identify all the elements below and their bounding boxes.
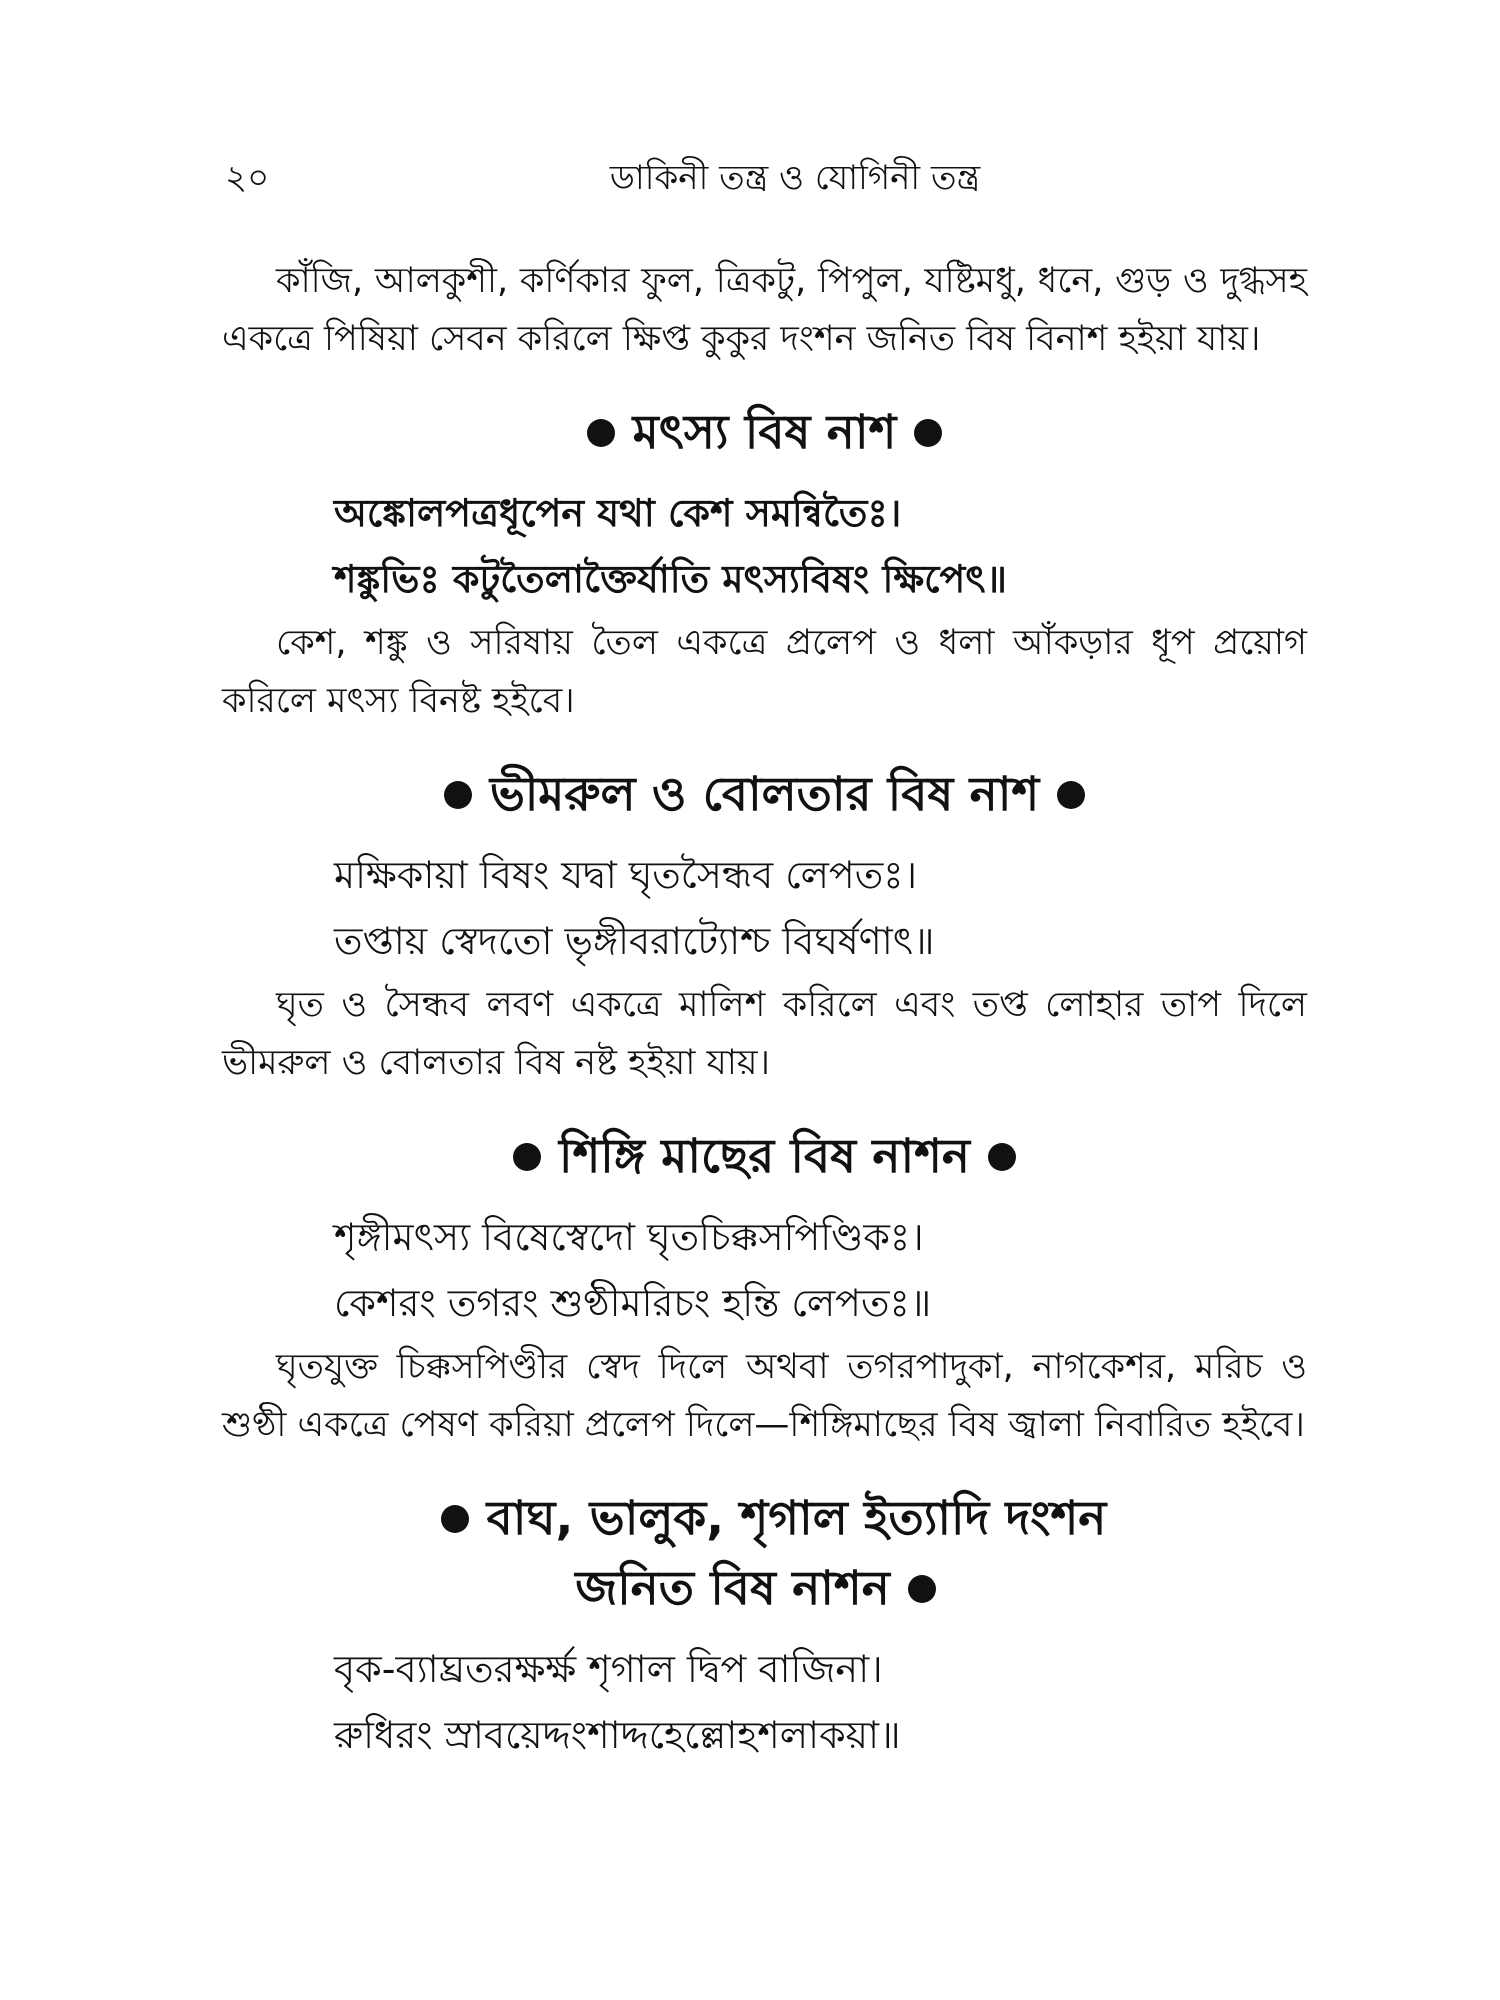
section-heading-fish-poison (222, 398, 1307, 468)
bullet-icon (444, 781, 472, 809)
explanation-paragraph: ঘৃতযুক্ত চিক্কসপিণ্ডীর স্বেদ দিলে অথবা তগরপাদুকা, নাগকেশর, মরিচ ও শুণ্ঠী একত্রে পেষণ করিয়া প্রলেপ দিলে—শিঙ্গিমাছের বিষ জ্বালা নিবারিত হইবে। (222, 1347, 1307, 1445)
page-content (222, 252, 1307, 1770)
verse-block (222, 480, 1307, 612)
verse-block (222, 1636, 1307, 1768)
section-title: মৎস্য বিষ নাশ (632, 405, 897, 460)
verse-line: মক্ষিকায়া বিষং যদ্বা ঘৃতসৈন্ধব লেপতঃ। (334, 853, 918, 897)
verse-line: শৃঙ্গীমৎস্য বিষেস্বেদো ঘৃতচিক্কসপিণ্ডিকঃ। (334, 1215, 924, 1259)
section-title: শিঙ্গি মাছের বিষ নাশন (559, 1129, 970, 1184)
verse-line: অঙ্কোলপত্রধূপেন যথা কেশ সমন্বিতৈঃ। (334, 491, 902, 535)
section-title-line-2: জনিত বিষ নাশন (575, 1561, 890, 1616)
bullet-icon (441, 1505, 469, 1533)
verse-line: শঙ্কুভিঃ কটুতৈলাক্তৈর্যাতি মৎস্যবিষং ক্ষিপেৎ॥ (334, 557, 1008, 601)
verse-block (222, 842, 1307, 974)
section-heading-singi-fish-poison (222, 1122, 1307, 1192)
intro-paragraph: কাঁজি, আলকুশী, কর্ণিকার ফুল, ত্রিকটু, পিপুল, যষ্টিমধু, ধনে, গুড় ও দুগ্ধসহ একত্রে পিষিয়া সেবন করিলে ক্ষিপ্ত কুকুর দংশন জনিত বিষ বিনাশ হইয়া যায়। (222, 261, 1307, 359)
verse-line: রুধিরং স্রাবয়েদ্দংশাদ্দহেল্লোহশলাকয়া॥ (334, 1713, 901, 1757)
verse-line: কেশরং তগরং শুণ্ঠীমরিচং হন্তি লেপতঃ॥ (334, 1281, 932, 1325)
running-title: ডাকিনী তন্ত্র ও যোগিনী তন্ত্র (609, 158, 981, 198)
explanation-paragraph: ঘৃত ও সৈন্ধব লবণ একত্রে মালিশ করিলে এবং তপ্ত লোহার তাপ দিলে ভীমরুল ও বোলতার বিষ নষ্ট হইয়া যায়। (222, 985, 1307, 1083)
section-title-line-1: বাঘ, ভালুক, শৃগাল ইত্যাদি দংশন (486, 1491, 1107, 1546)
bullet-icon (587, 419, 615, 447)
bullet-icon (513, 1143, 541, 1171)
bullet-icon (1057, 781, 1085, 809)
explanation-paragraph: কেশ, শঙ্কু ও সরিষায় তৈল একত্রে প্রলেপ ও ধলা আঁকড়ার ধূপ প্রয়োগ করিলে মৎস্য বিনষ্ট হইবে। (222, 623, 1307, 721)
section-heading-hornet-wasp-poison (222, 760, 1307, 830)
section-heading-animal-bite-poison-cont (222, 1554, 1307, 1624)
page-number: ২০ (225, 158, 270, 198)
verse-block (222, 1204, 1307, 1336)
section-heading-animal-bite-poison (222, 1484, 1307, 1554)
bullet-icon (988, 1143, 1016, 1171)
bullet-icon (914, 419, 942, 447)
section-title: ভীমরুল ও বোলতার বিষ নাশ (489, 767, 1040, 822)
verse-line: তপ্তায় স্বেদতো ভৃঙ্গীবরাট্যোশ্চ বিঘর্ষণাৎ॥ (334, 919, 935, 963)
page-header (225, 148, 1305, 208)
verse-line: বৃক-ব্যাঘ্রতরক্ষর্ক্ষ শৃগাল দ্বিপ বাজিনা। (334, 1647, 883, 1691)
bullet-icon (908, 1575, 936, 1603)
